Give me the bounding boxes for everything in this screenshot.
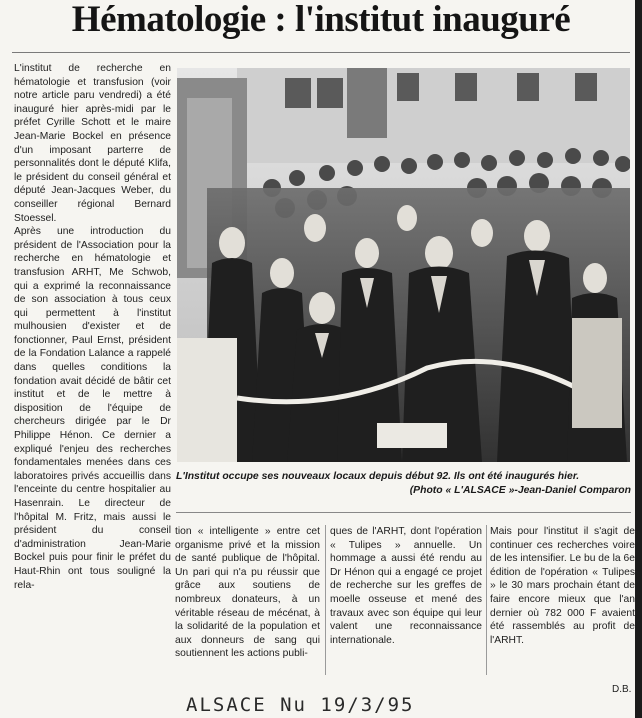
scan-edge [635,0,642,718]
column-c [330,525,482,647]
column-b [175,525,320,661]
caption-rule [176,512,631,513]
top-rule [12,52,630,53]
handwritten-date-note: ALSACE Nu 19/3/95 [186,694,415,716]
column-divider-2 [486,525,487,675]
column-d [490,525,635,647]
photo-caption [176,470,631,497]
column-b-text: tion « intelligente » entre cet organisme privé et la mission de santé publique de l'hôpital. Un pari qui n'a pu réussir que grâce aux soutiens de nombreux donateurs, à un véritable réseau de mécénat, à la solidarité de la population et aux donneurs de sang qui soutiennent les actions publi- [175,526,320,660]
caption-credit: (Photo « L'ALSACE »-Jean-Daniel Comparon [409,484,631,496]
author-signature: D.B. [612,684,632,695]
column-divider-1 [325,525,326,675]
headline: Hématologie : l'institut inauguré [71,0,571,40]
inauguration-photo [177,68,630,462]
left-column [14,62,171,592]
left-paragraph-2: Après une introduction du président de l'Association pour la recherche en hématologie et transfusion ARHT, Me Schwob, qui a exprimé la reconnaissance de son association à tous ceux qui permettent à l'institut mulhousien d'exister et de fonctionner, Paul Ernst, président de la Fondation Lalance a rappelé dans quelles conditions la fondation avait décidé de bâtir cet institut et de le mettre à disposition de l'équipe de chercheurs dirigée par le Dr Philippe Hénon. Ce dernier a expliqué l'enjeu des recherches fondamentales menées dans ces laboratoires privés accueillis dans l'enceinte du centre hospitalier au Hasenrain. Le directeur de l'hôpital M. Fritz, mais aussi le président du conseil d'administration Jean-Marie Bockel puis pour finir le préfet du Haut-Rhin ont tous souligné la rela- [14,226,171,591]
column-c-text: ques de l'ARHT, dont l'opération « Tulipes » annuelle. Un hommage a aussi été rendu au Dr Hénon qui a engagé ce projet de recherche sur les greffes de moelle osseuse et mené des travaux avec son équipe qui leur valent une reconnaissance internationale. [330,526,482,646]
left-paragraph-1: L'institut de recherche en hématologie et transfusion (voir notre article paru vendredi) a été inauguré hier après-midi par le préfet Cyrille Schott et le maire Jean-Marie Bockel en présence d'un imposant parterre de personnalités dont le député Klifa, le président du conseil général et député Jean-Jacques Weber, du conseiller régional Bernard Stoessel. [14,63,171,224]
caption-line-1: L'Institut occupe ses nouveaux locaux depuis début 92. Ils ont été inaugurés hier. [176,471,580,482]
column-d-text: Mais pour l'institut il s'agit de continuer ces recherches voire de les intensifier. Le bu de la 6e édition de l'opération « Tulipes » le 30 mars prochain étant de faire encore mieux que l'an dernier où 782 000 F avaient été rassemblés au profit de l'ARHT. [490,526,635,646]
